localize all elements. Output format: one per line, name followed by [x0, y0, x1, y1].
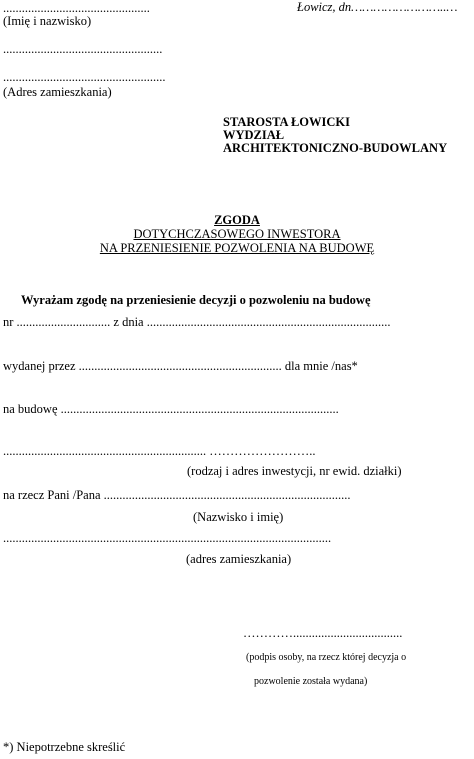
place-date-line: Łowicz, dn……………………..… — [297, 0, 458, 14]
signature-caption-1: (podpis osoby, na rzecz której decyzja o — [246, 652, 407, 663]
addressee-line-3: ARCHITEKTONICZNO-BUDOWLANY — [223, 141, 448, 155]
construction-line: na budowę ......................................................................................... — [3, 402, 339, 416]
name-dots-line: ............................................... — [3, 1, 150, 15]
document-subtitle-1: DOTYCHCZASOWEGO INWESTORA — [133, 227, 341, 241]
name-caption: (Imię i nazwisko) — [3, 14, 92, 28]
addressee-line-1: STAROSTA ŁOWICKI — [223, 115, 351, 129]
address-dots-line-1: ................................................... — [3, 42, 163, 56]
signature-dots-line: …………................................... — [243, 626, 403, 640]
new-investor-name-caption: (Nazwisko i imię) — [193, 510, 284, 524]
document-title: ZGODA — [214, 213, 260, 227]
in-favor-line: na rzecz Pani /Pana ............................................................................... — [3, 488, 351, 502]
new-investor-address-dots: ......................................................................................................... — [3, 531, 332, 545]
investment-dots-line: ................................................................. …………………….. — [3, 444, 316, 458]
investment-caption: (rodzaj i adres inwestycji, nr ewid. działki) — [187, 464, 402, 478]
signature-caption-2: pozwolenie została wydana) — [254, 676, 368, 687]
consent-statement: Wyrażam zgodę na przeniesienie decyzji o pozwoleniu na budowę — [21, 293, 371, 307]
footnote: *) Niepotrzebne skreślić — [3, 740, 126, 754]
address-caption: (Adres zamieszkania) — [3, 85, 112, 99]
address-dots-line-2: .................................................... — [3, 70, 166, 84]
decision-number-line: nr .............................. z dnia .............................................................................. — [3, 315, 391, 329]
addressee-line-2: WYDZIAŁ — [223, 128, 285, 142]
issued-by-line: wydanej przez ................................................................. dla mnie /nas* — [3, 359, 358, 373]
new-investor-address-caption: (adres zamieszkania) — [186, 552, 292, 566]
document-subtitle-2: NA PRZENIESIENIE POZWOLENIA NA BUDOWĘ — [99, 241, 375, 255]
